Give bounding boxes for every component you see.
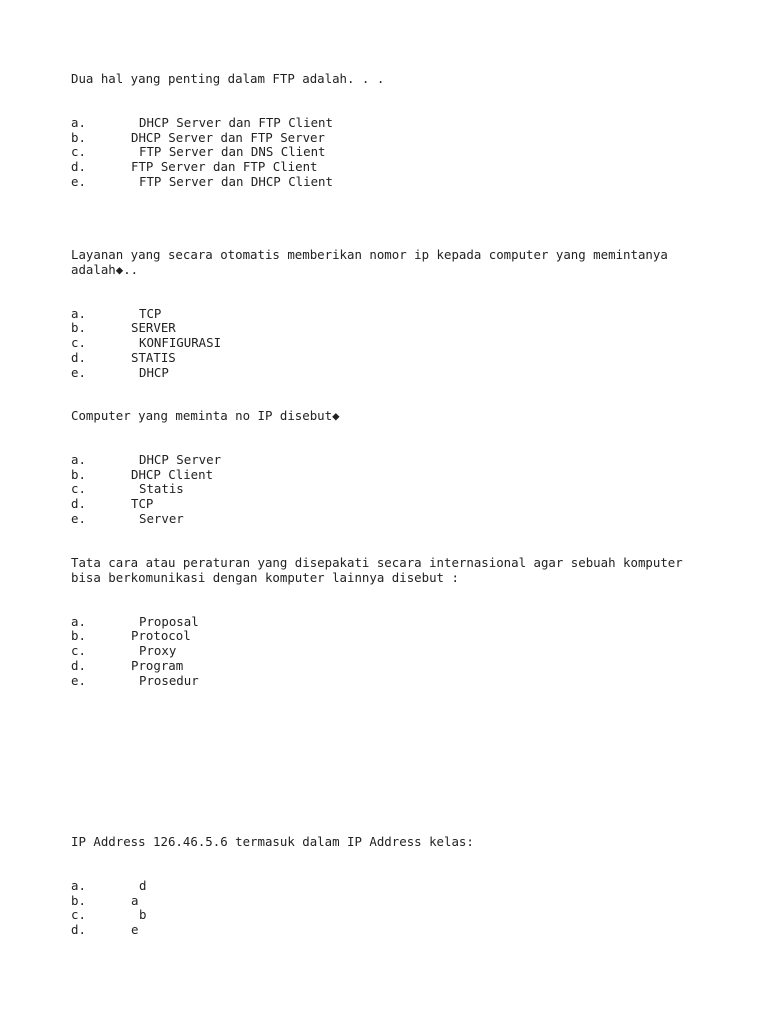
option-letter: c. bbox=[71, 144, 86, 160]
option-letter: d. bbox=[71, 922, 86, 938]
option-item bbox=[71, 879, 711, 894]
question-text: IP Address 126.46.5.6 termasuk dalam IP Address kelas: bbox=[71, 834, 474, 849]
option-text: TCP bbox=[131, 496, 154, 512]
option-text: FTP Server dan FTP Client bbox=[131, 159, 318, 175]
option-letter: b. bbox=[71, 320, 86, 336]
option-text: Program bbox=[131, 657, 184, 673]
option-text: TCP bbox=[139, 305, 162, 321]
option-letter: a. bbox=[71, 613, 86, 629]
option-item bbox=[71, 659, 711, 674]
option-list bbox=[71, 116, 711, 190]
option-text: DHCP Server dan FTP Server bbox=[131, 129, 325, 145]
question-2 bbox=[71, 248, 711, 381]
option-letter: a. bbox=[71, 305, 86, 321]
option-text: KONFIGURASI bbox=[139, 335, 222, 351]
option-letter: a. bbox=[71, 114, 86, 130]
question-3 bbox=[71, 409, 711, 527]
option-text: FTP Server dan DHCP Client bbox=[139, 173, 333, 189]
option-text: DHCP Server bbox=[139, 451, 222, 467]
option-list bbox=[71, 879, 711, 938]
option-text: Server bbox=[139, 510, 184, 526]
option-letter: e. bbox=[71, 510, 86, 526]
option-text: Prosedur bbox=[139, 672, 199, 688]
option-text: d bbox=[139, 877, 147, 893]
option-text: Protocol bbox=[131, 628, 191, 644]
option-item bbox=[71, 321, 711, 336]
question-text: Tata cara atau peraturan yang disepakati secara internasional agar sebuah komputer bisa berkomunikasi dengan komputer lainnya disebut : bbox=[71, 555, 691, 585]
question-text: Layanan yang secara otomatis memberikan nomor ip kepada computer yang memintanya adalah◆.. bbox=[71, 247, 676, 277]
option-item bbox=[71, 116, 711, 131]
option-item bbox=[71, 674, 711, 689]
option-item bbox=[71, 453, 711, 468]
option-text: DHCP bbox=[139, 364, 169, 380]
option-list bbox=[71, 453, 711, 527]
question-text: Dua hal yang penting dalam FTP adalah. . . bbox=[71, 71, 385, 86]
question-text: Computer yang meminta no IP disebut◆ bbox=[71, 408, 340, 423]
option-item bbox=[71, 336, 711, 351]
option-letter: d. bbox=[71, 159, 86, 175]
option-letter: e. bbox=[71, 672, 86, 688]
option-letter: b. bbox=[71, 892, 86, 908]
option-item bbox=[71, 482, 711, 497]
option-item bbox=[71, 131, 711, 146]
option-text: Proposal bbox=[139, 613, 199, 629]
option-text: SERVER bbox=[131, 320, 176, 336]
option-text: DHCP Client bbox=[131, 466, 214, 482]
option-letter: a. bbox=[71, 877, 86, 893]
option-item bbox=[71, 175, 711, 190]
option-item bbox=[71, 512, 711, 527]
question-4 bbox=[71, 556, 711, 689]
option-item bbox=[71, 160, 711, 175]
option-text: FTP Server dan DNS Client bbox=[139, 144, 326, 160]
option-text: Statis bbox=[139, 481, 184, 497]
option-text: b bbox=[139, 907, 147, 923]
option-item bbox=[71, 468, 711, 483]
option-letter: b. bbox=[71, 129, 86, 145]
option-letter: d. bbox=[71, 657, 86, 673]
option-item bbox=[71, 908, 711, 923]
option-letter: b. bbox=[71, 466, 86, 482]
option-text: Proxy bbox=[139, 643, 177, 659]
question-1 bbox=[71, 72, 711, 190]
option-letter: c. bbox=[71, 335, 86, 351]
option-letter: a. bbox=[71, 451, 86, 467]
option-text: a bbox=[131, 892, 139, 908]
option-letter: c. bbox=[71, 643, 86, 659]
option-letter: d. bbox=[71, 496, 86, 512]
option-list bbox=[71, 615, 711, 689]
option-item bbox=[71, 366, 711, 381]
option-letter: b. bbox=[71, 628, 86, 644]
option-item bbox=[71, 894, 711, 909]
option-item bbox=[71, 307, 711, 322]
option-item bbox=[71, 351, 711, 366]
question-5 bbox=[71, 835, 711, 938]
option-letter: c. bbox=[71, 907, 86, 923]
option-item bbox=[71, 923, 711, 938]
option-letter: e. bbox=[71, 173, 86, 189]
option-letter: d. bbox=[71, 349, 86, 365]
option-text: e bbox=[131, 922, 139, 938]
option-item bbox=[71, 629, 711, 644]
option-list bbox=[71, 307, 711, 381]
option-letter: c. bbox=[71, 481, 86, 497]
option-text: DHCP Server dan FTP Client bbox=[139, 114, 333, 130]
option-text: STATIS bbox=[131, 349, 176, 365]
option-item bbox=[71, 145, 711, 160]
option-letter: e. bbox=[71, 364, 86, 380]
option-item bbox=[71, 615, 711, 630]
option-item bbox=[71, 497, 711, 512]
option-item bbox=[71, 644, 711, 659]
